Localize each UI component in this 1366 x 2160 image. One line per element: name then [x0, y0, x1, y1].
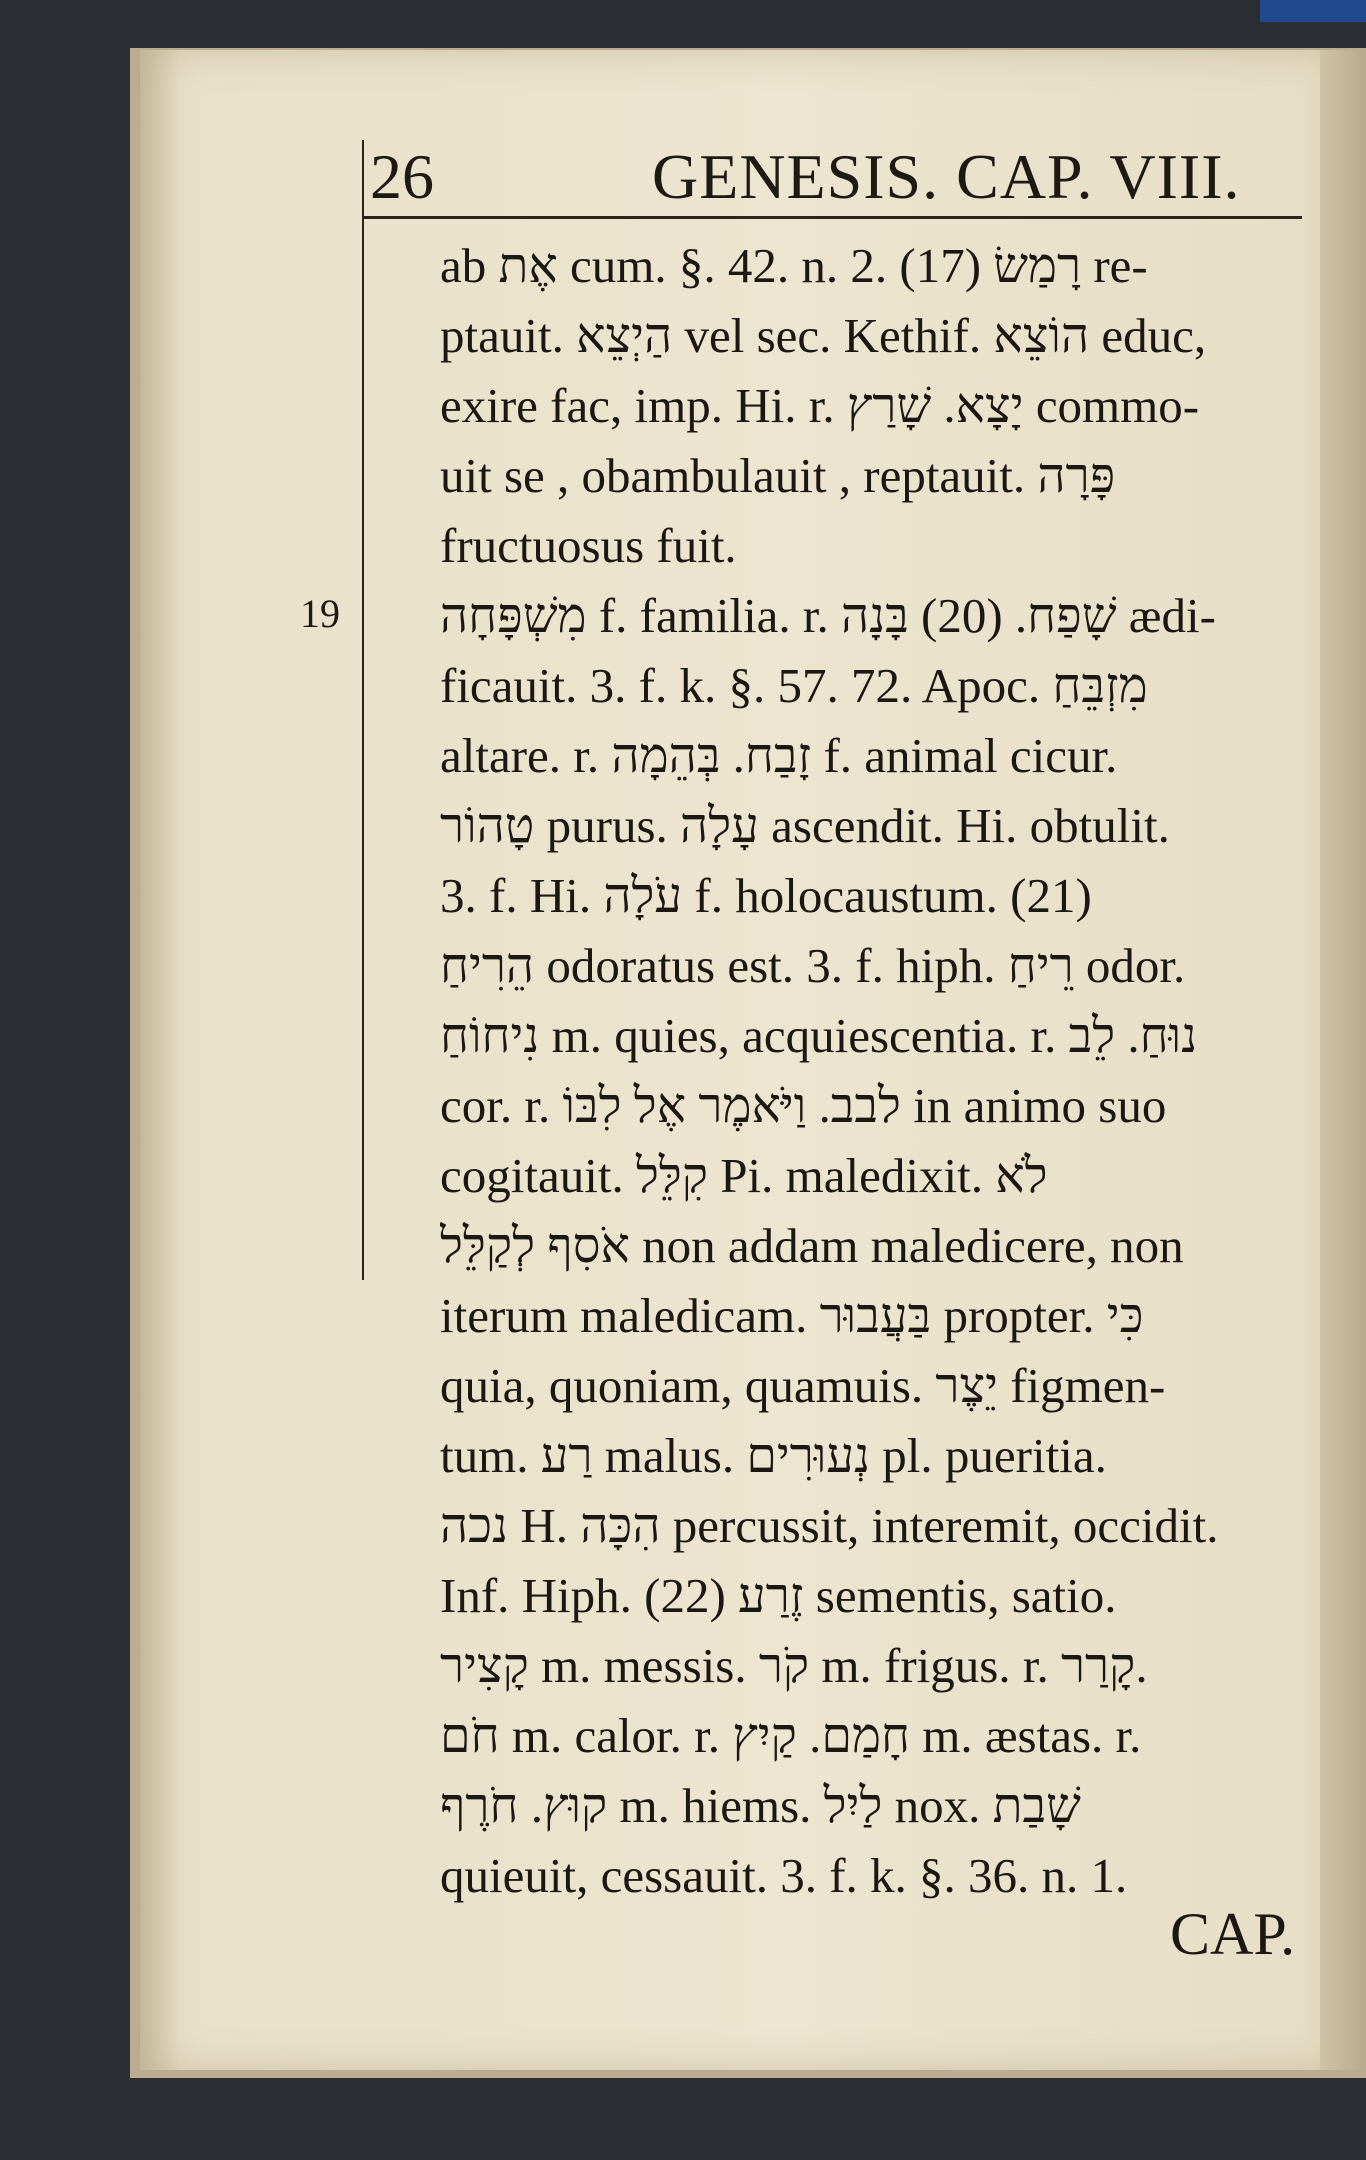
catchword: CAP.: [1170, 1901, 1296, 1967]
header-rule: [362, 216, 1302, 219]
text-line: uit se , obambulauit , reptauit. פָּרָה: [440, 448, 1116, 503]
text-line: קוּץ. חֹרֶף m. hiems. לַיִל nox. שָׁבַת: [440, 1778, 1081, 1833]
text-line: cor. r. לבב. וַיֹּאמֶר אֶל לִבּוֹ in animo suo: [440, 1078, 1167, 1133]
text-line: 3. f. Hi. עֹלָה f. holocaustum. (21): [440, 868, 1092, 923]
text-line: ficauit. 3. f. k. §. 57. 72. Apoc. מִזְבֵּחַ: [440, 658, 1148, 713]
text-line: חֹם m. calor. r. חָמַם. קַיִץ m. æstas. r.: [440, 1708, 1142, 1763]
text-line: ab אֶת cum. §. 42. n. 2. (17) רָמַשׂ re-: [440, 238, 1148, 293]
background-strip: [1260, 0, 1366, 22]
text-line: fructuosus fuit.: [440, 518, 737, 573]
text-line: quieuit, cessauit. 3. f. k. §. 36. n. 1.: [440, 1848, 1128, 1903]
running-title: GENESIS. CAP. VIII.: [652, 141, 1241, 212]
text-line: altare. r. זָבַח. בְּהֵמָה f. animal cicur.: [440, 728, 1118, 783]
text-line: iterum maledicam. בַּעֲבוּר propter. כִּי: [440, 1288, 1144, 1343]
text-line: exire fac, imp. Hi. r. יָצָא. שָׁרַץ commo-: [440, 378, 1200, 433]
page-edge: [1320, 50, 1366, 2070]
text-line: ptauit. הַיְצֵא vel sec. Kethif. הוֹצֵא educ,: [440, 308, 1207, 363]
text-line: הֵרִיחַ odoratus est. 3. f. hiph. רֵיחַ odor.: [440, 938, 1186, 993]
margin-rule: [362, 140, 364, 1280]
text-line: quia, quoniam, quamuis. יֵצֶר figmen-: [440, 1358, 1166, 1413]
text-line: מִשְׁפָּחָה f. familia. r. שָׁפַח. (20) בָּנָה ædi-: [440, 588, 1216, 643]
text-line: אֹסִף לְקַלֵּל non addam maledicere, non: [440, 1218, 1184, 1273]
text-line: Inf. Hiph. (22) זֶרַע sementis, satio.: [440, 1568, 1117, 1623]
page-number: 26: [370, 141, 434, 212]
text-line: tum. רַע malus. נְעוּרִים pl. pueritia.: [440, 1428, 1107, 1483]
verse-number-19: 19: [300, 591, 340, 636]
text-line: טָהוֹר purus. עָלָה ascendit. Hi. obtulit.: [440, 798, 1170, 853]
text-line: קָצִיר m. messis. קֹר m. frigus. r. קָרַר.: [440, 1638, 1148, 1693]
text-line: cogitauit. קִלֵּל Pi. maledixit. לֹא: [440, 1148, 1048, 1203]
page-header: [362, 140, 1302, 220]
text-line: נִיחוֹחַ m. quies, acquiescentia. r. נוּחַ. לֵב: [440, 1008, 1198, 1063]
text-line: נכה H. הִכָּה percussit, interemit, occidit.: [440, 1498, 1219, 1553]
